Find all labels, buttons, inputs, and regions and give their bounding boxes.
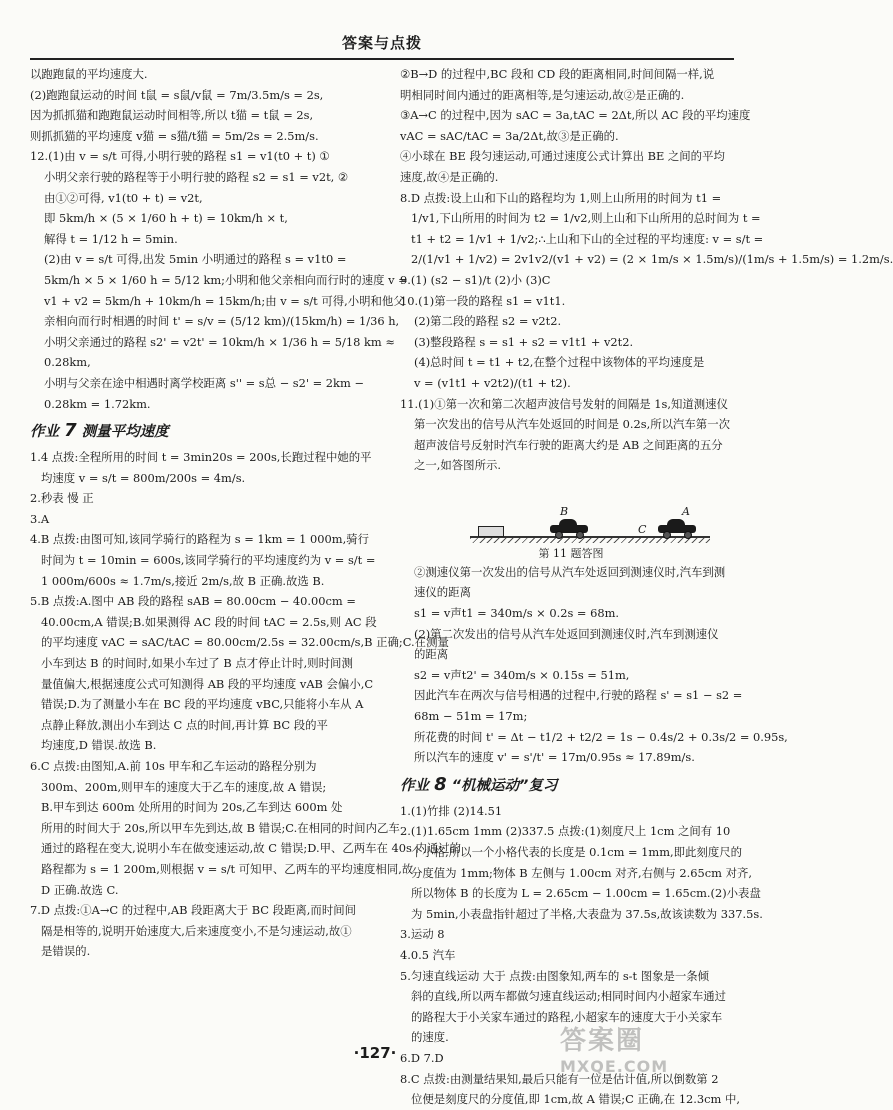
page-header [30,28,734,60]
text-line: 解得 t = 1/12 h = 5min. [44,231,178,246]
text-line: (2)跑跑鼠运动的时间 t鼠 = s鼠/v鼠 = 7m/3.5m/s = 2s, [30,87,324,102]
speed-gun [478,526,504,537]
text-line: 的路程大于小关家车通过的路程,小超家车的速度大于小关家车 [411,1009,723,1024]
text-line: 8.D 点拨:设上山和下山的路程均为 1,则上山所用的时间为 t1 = [400,190,722,205]
text-line: ④小球在 BE 段匀速运动,可通过速度公式计算出 BE 之间的平均 [400,149,725,164]
text-line: 3.运动 8 [400,927,445,942]
car-diagram [400,480,742,560]
text-line: 路程都为 s = 1 200m,则根据 v = s/t 可知甲、乙两车的平均速度相同,故 [41,861,414,876]
text-line: 是错误的. [41,944,91,959]
text-line: t1 + t2 = 1/v1 + 1/v2;∴上山和下山的全过程的平均速度: v = s/t = [411,231,764,246]
text-line: 1/v1,下山所用的时间为 t2 = 1/v2,则上山和下山所用的总时间为 t = [411,211,761,226]
figure-caption: 第 11 题答图 [538,546,604,560]
text-line: 6.D 7.D [400,1050,444,1065]
text-line: 错误;D.为了测量小车在 BC 段的平均速度 vBC,只能将小车从 A [41,697,364,712]
text-line: 的距离 [414,647,449,662]
text-line: 因此汽车在两次与信号相遇的过程中,行驶的路程 s' = s1 − s2 = [414,688,743,703]
text-line: 9.(1) (s2 − s1)/t (2)小 (3)C [400,272,551,287]
text-line: 小明父亲通过的路程 s2' = v2t' = 10km/h × 1/36 h = 5/18 km ≈ [44,334,395,349]
text-line: s1 = v声t1 = 340m/s × 0.2s = 68m. [414,606,619,621]
header-title: 答案与点拨 [341,34,422,52]
text-line: (4)总时间 t = t1 + t2,在整个过程中该物体的平均速度是 [414,355,705,370]
text-line: v = (v1t1 + v2t2)/(t1 + t2). [414,375,571,390]
text-line: 5km/h × 5 × 1/60 h = 5/12 km;小明和他父亲相向而行时的速度 v = [44,272,408,287]
text-line: 因为抓抓猫和跑跑鼠运动时间相等,所以 t猫 = t鼠 = 2s, [30,108,314,123]
text-line: (3)整段路程 s = s1 + s2 = v1t1 + v2t2. [414,334,634,349]
text-line: ②测速仪第一次发出的信号从汽车处返回到测速仪时,汽车到测 [414,564,726,579]
text-line: 40.00cm,A 错误;B.如果测得 AC 段的时间 tAC = 2.5s,则 AC 段 [41,614,377,629]
section-title: 测量平均速度 [81,424,169,441]
right-column [400,64,893,1110]
label-c: C [638,522,647,536]
text-line: 所用的时间大于 20s,所以甲车先到达,故 B 错误;C.在相同的时间内乙车 [41,820,400,835]
text-line: 所以汽车的速度 v' = s'/t' = 17m/0.95s ≈ 17.89m/s. [414,750,695,765]
text-line: 0.28km = 1.72km. [44,396,151,411]
text-line: 所以物体 B 的长度为 L = 2.65cm − 1.00cm = 1.65cm.(2)小表盘 [411,886,761,901]
text-line: 量值偏大,根据速度公式可知测得 AB 段的平均速度 vAB 会偏小,C [41,676,374,691]
page-number: ·127· [353,1044,397,1062]
section-heading-8 [400,774,742,797]
text-line: s2 = v声t2' = 340m/s × 0.15s = 51m, [414,667,630,682]
text-line: (2)第二次发出的信号从汽车处返回到测速仪时,汽车到测速仪 [414,626,719,641]
section-number: 7 [64,420,77,442]
text-line: 第一次发出的信号从汽车处返回的时间是 0.2s,所以汽车第一次 [414,417,730,432]
text-line: 1 000m/600s ≈ 1.7m/s,接近 2m/s,故 B 正确.故选 B. [41,573,325,588]
text-line: vAC = sAC/tAC = 3a/2Δt,故③是正确的. [400,128,619,143]
text-line: 速仪的距离 [414,585,471,600]
text-line: 的平均速度 vAC = sAC/tAC = 80.00cm/2.5s = 32.00cm/s,B 正确;C.在测量 [41,635,449,650]
text-line: 0.28km, [44,355,91,370]
text-line: 分度值为 1mm;物体 B 左侧与 1.00cm 对齐,右侧与 2.65cm 对齐, [411,865,752,880]
text-line: 2.(1)1.65cm 1mm (2)337.5 点拨:(1)刻度尺上 1cm 之间有 10 [400,824,731,839]
text-line: 超声波信号反射时汽车行驶的距离大约是 AB 之间距离的五分 [414,437,723,452]
text-line: 4.0.5 汽车 [400,947,456,962]
section-title: “机械运动”复习 [451,777,558,794]
text-line: 5.匀速直线运动 大于 点拨:由图象知,两车的 s-t 图象是一条倾 [400,968,710,983]
text-line: 5.B 点拨:A.图中 AB 段的路程 sAB = 80.00cm − 40.00cm = [30,594,356,609]
text-line: 亲相向而行时相遇的时间 t' = s/v = (5/12 km)/(15km/h) = 1/36 h, [44,314,400,329]
text-line: 小明与父亲在途中相遇时离学校距离 s'' = s总 − s2' = 2km − [44,375,364,390]
section-heading-7 [30,420,388,443]
text-line: B.甲车到达 600m 处所用的时间为 20s,乙车到达 600m 处 [41,800,343,815]
car-icon [550,518,588,535]
text-line: 10.(1)第一段的路程 s1 = v1t1. [400,293,566,308]
text-line: 明相同时间内通过的距离相等,是匀速运动,故②是正确的. [400,87,685,102]
text-line: 位便是刻度尺的分度值,即 1cm,故 A 错误;C 正确,在 12.3cm 中, [411,1092,740,1107]
ground-hatch [470,538,710,543]
watermark-logo [560,1020,740,1076]
text-line: 均速度 v = s/t = 800m/200s = 4m/s. [41,470,246,485]
watermark-url: MXQE.COM [560,1057,669,1076]
text-line: 个小格,所以一个小格代表的长度是 0.1cm = 1mm,即此刻度尺的 [411,845,742,859]
text-line: 8.C 点拨:由测量结果知,最后只能有一位是估计值,所以倒数第 2 [400,1071,719,1086]
text-line: 6.C 点拨:由图知,A.前 10s 甲车和乙车运动的路程分别为 [30,759,317,773]
text-line: 300m、200m,则甲车的速度大于乙车的速度,故 A 错误; [41,779,327,794]
text-line: 之一,如答图所示. [414,458,501,473]
text-line: 2.秒表 慢 正 [30,491,94,506]
label-a: A [682,504,690,518]
text-line: 通过的路程在变大,说明小车在做变速运动,故 C 错误;D.甲、乙两车在 40s 内通过的 [41,841,462,856]
text-line: ③A→C 的过程中,因为 sAC = 3a,tAC = 2Δt,所以 AC 段的平均速度 [400,108,751,123]
text-line: (2)第二段的路程 s2 = v2t2. [414,314,562,329]
text-line: 小明父亲行驶的路程等于小明行驶的路程 s2 = s1 = v2t, ② [44,169,349,184]
text-line: 均速度,D 错误.故选 B. [41,738,157,753]
text-line: v1 + v2 = 5km/h + 10km/h = 15km/h;由 v = s/t 可得,小明和他父 [44,293,405,308]
label-b: B [560,504,569,518]
text-line: 2/(1/v1 + 1/v2) = 2v1v2/(v1 + v2) = (2 × 1m/s × 1.5m/s)/(1m/s + 1.5m/s) = 1.2m/s. [411,252,893,267]
text-line: 时间为 t = 10min = 600s,该同学骑行的平均速度约为 v = s/t = [41,553,376,568]
text-line: 7.D 点拨:①A→C 的过程中,AB 段距离大于 BC 段距离,而时间间 [30,903,356,918]
text-line: ②B→D 的过程中,BC 段和 CD 段的距离相同,时间间隔一样,说 [400,67,715,81]
text-line: 1.(1)竹排 (2)14.51 [400,803,503,818]
text-line: 斜的直线,所以两车都做匀速直线运动;相同时间内小超家车通过 [411,989,727,1004]
section-prefix: 作业 [400,777,429,794]
text-line: 的速度. [411,1030,449,1045]
text-line: 速度,故④是正确的. [400,169,499,184]
car-icon [658,518,696,535]
text-line: (2)由 v = s/t 可得,出发 5min 小明通过的路程 s = v1t0 = [44,252,347,267]
text-line: 68m − 51m = 17m; [414,709,528,724]
text-line: 以跑跑鼠的平均速度大. [30,67,148,81]
text-line: 所花费的时间 t' = Δt − t1/2 + t2/2 = 1s − 0.4s/2 + 0.3s/2 = 0.95s, [414,729,788,744]
text-line: 为 5min,小表盘指针超过了半格,大表盘为 37.5s,故该读数为 337.5s. [411,906,763,921]
text-line: 1.4 点拨:全程所用的时间 t = 3min20s = 200s,长跑过程中她的平 [30,450,372,465]
text-line: 由①②可得, v1(t0 + t) = v2t, [44,190,203,205]
section-prefix: 作业 [30,424,59,441]
text-line: 隔是相等的,说明开始速度大,后来速度变小,不是匀速运动,故① [41,923,352,938]
text-line: D 正确.故选 C. [41,882,119,897]
text-line: 4.B 点拨:由图可知,该同学骑行的路程为 s = 1km = 1 000m,骑行 [30,532,369,547]
text-line: 小车到达 B 的时间时,如果小车过了 B 点才停止计时,则时间测 [41,656,353,671]
text-line: 即 5km/h × (5 × 1/60 h + t) = 10km/h × t, [44,211,288,226]
section-number: 8 [434,773,447,795]
watermark-text: 答案圈 [560,1026,645,1056]
text-line: 11.(1)①第一次和第二次超声波信号发射的间隔是 1s,知道测速仪 [400,396,728,411]
text-line: 3.A [30,511,50,526]
text-line: 则抓抓猫的平均速度 v猫 = s猫/t猫 = 5m/2s = 2.5m/s. [30,128,319,143]
text-line: 12.(1)由 v = s/t 可得,小明行驶的路程 s1 = v1(t0 + t) ① [30,149,330,164]
text-line: 点静止释放,测出小车到达 C 点的时间,再计算 BC 段的平 [41,717,328,732]
